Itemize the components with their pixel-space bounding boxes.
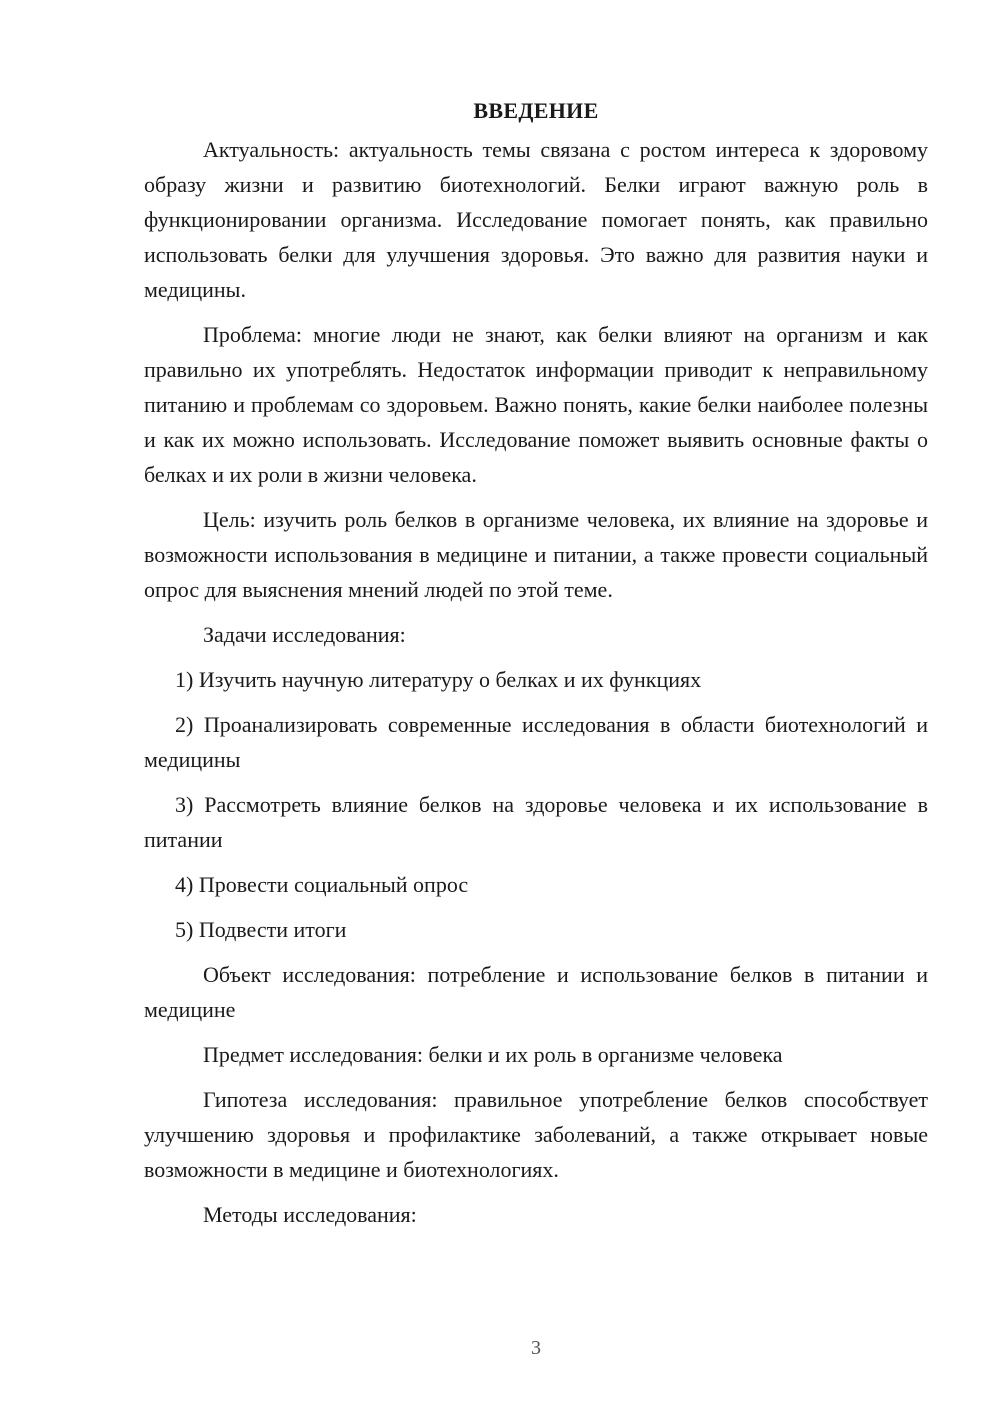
task-item-5: 5) Подвести итоги	[175, 917, 347, 942]
methods-heading: Методы исследования:	[203, 1202, 417, 1227]
tasks-list	[144, 662, 928, 947]
problem-paragraph: Проблема: многие люди не знают, как белки влияют на организм и как правильно их употреблять. Недостаток информации приводит к неправильному питанию и проблемам со здоровьем. Важно понять, какие белки наиболее полезны и как их можно использовать. Исследование поможет выявить основные факты о белках и их роли в жизни человека.	[144, 322, 928, 487]
hypothesis-paragraph: Гипотеза исследования: правильное употребление белков способствует улучшению здоровья и профилактике заболеваний, а также открывает новые возможности в медицине и биотехнологиях.	[144, 1087, 928, 1182]
task-item-4: 4) Провести социальный опрос	[175, 872, 469, 897]
tasks-heading: Задачи исследования:	[203, 622, 406, 647]
subject-paragraph: Предмет исследования: белки и их роль в организме человека	[203, 1042, 783, 1067]
relevance-paragraph: Актуальность: актуальность темы связана с ростом интереса к здоровому образу жизни и развитию биотехнологий. Белки играют важную роль в функционировании организма. Исследование помогает понять, как правильно использовать белки для улучшения здоровья. Это важно для развития науки и медицины.	[144, 137, 928, 302]
task-item-2: 2) Проанализировать современные исследования в области биотехнологий и медицины	[144, 712, 928, 772]
page-number: 3	[531, 1337, 541, 1359]
object-paragraph: Объект исследования: потребление и использование белков в питании и медицине	[144, 962, 928, 1022]
document-page	[144, 96, 928, 1242]
goal-paragraph: Цель: изучить роль белков в организме человека, их влияние на здоровье и возможности использования в медицине и питании, а также провести социальный опрос для выяснения мнений людей по этой теме.	[144, 507, 928, 602]
section-title: ВВЕДЕНИЕ	[473, 98, 599, 123]
task-item-3: 3) Рассмотреть влияние белков на здоровье человека и их использование в питании	[144, 792, 928, 852]
task-item-1: 1) Изучить научную литературу о белках и их функциях	[175, 667, 702, 692]
